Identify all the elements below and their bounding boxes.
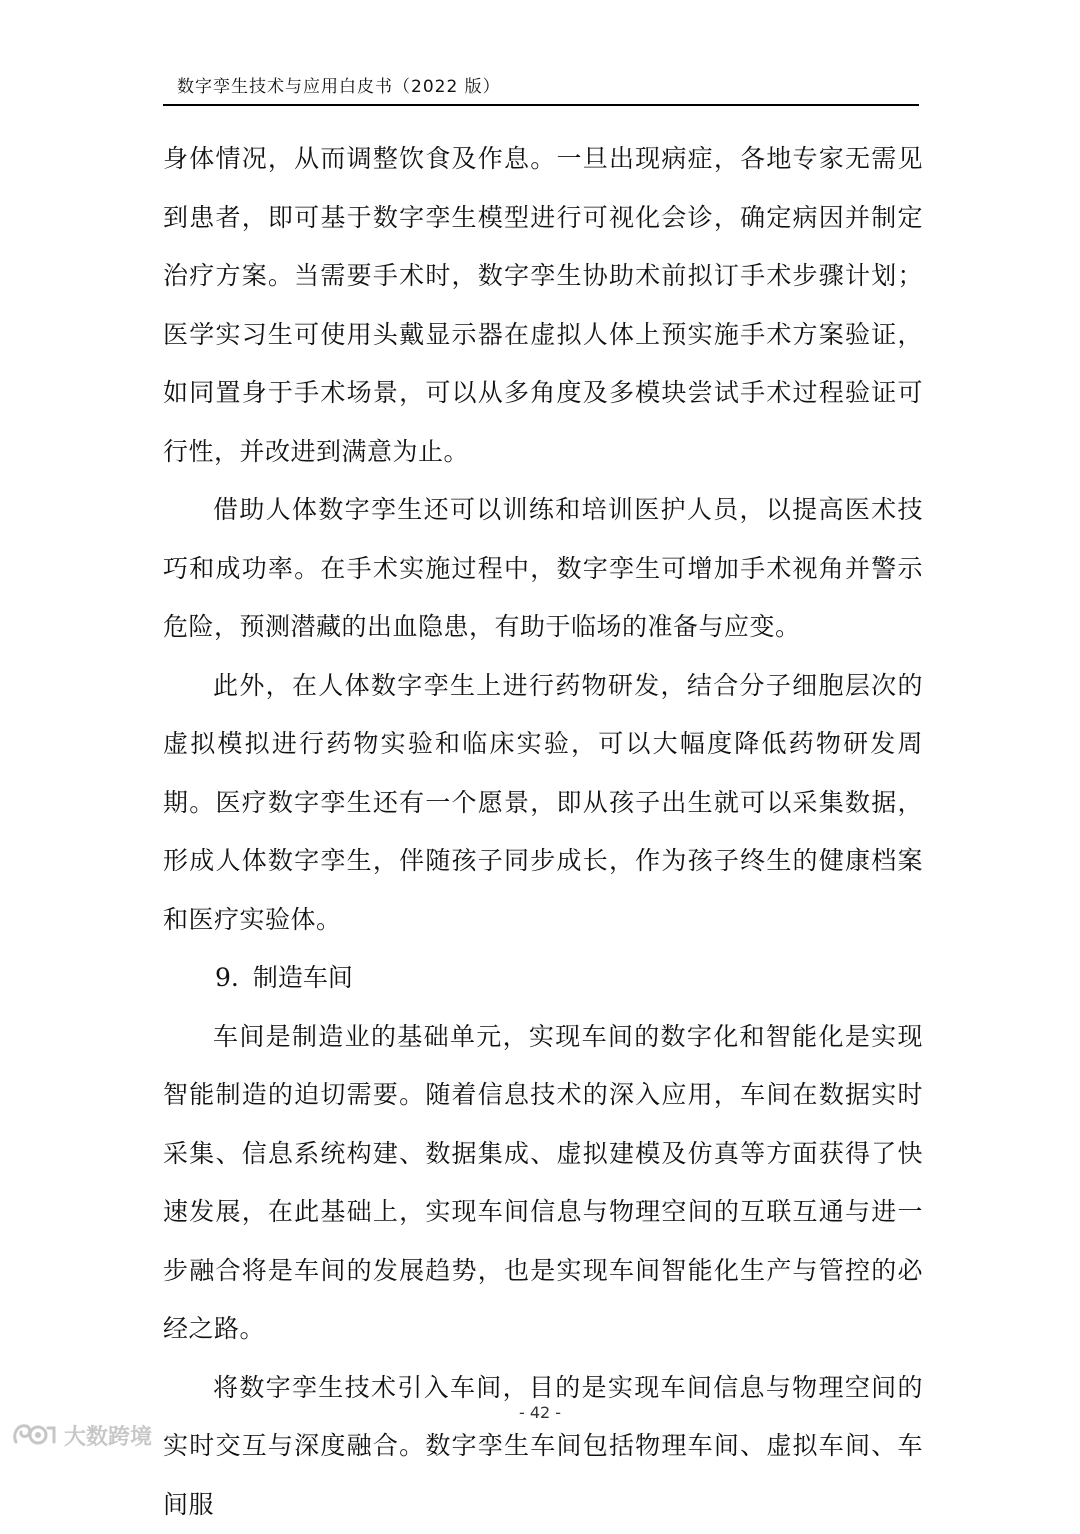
page-header (163, 76, 919, 106)
body-paragraph: 借助人体数字孪生还可以训练和培训医护人员，以提高医术技巧和成功率。在手术实施过程中，数字孪生可增加手术视角并警示危险，预测潜藏的出血隐患，有助于临场的准备与应变。 (163, 481, 923, 657)
section-number: 9. (215, 963, 239, 992)
document-body (163, 130, 923, 1534)
section-title: 制造车间 (253, 963, 353, 992)
page-number: - 42 - (0, 1403, 1080, 1422)
header-title: 数字孪生技术与应用白皮书（2022 版） (177, 76, 501, 98)
body-paragraph: 身体情况，从而调整饮食及作息。一旦出现病症，各地专家无需见到患者，即可基于数字孪生模型进行可视化会诊，确定病因并制定治疗方案。当需要手术时，数字孪生协助术前拟订手术步骤计划；医学实习生可使用头戴显示器在虚拟人体上预实施手术方案验证，如同置身于手术场景，可以从多角度及多模块尝试手术过程验证可行性，并改进到满意为止。 (163, 130, 923, 481)
body-paragraph: 将数字孪生技术引入车间，目的是实现车间信息与物理空间的实时交互与深度融合。数字孪生车间包括物理车间、虚拟车间、车间服 (163, 1359, 923, 1534)
brand-logo-icon (10, 1420, 58, 1450)
section-heading (163, 949, 923, 1008)
watermark (10, 1418, 152, 1452)
watermark-text: 大数跨境 (64, 1420, 152, 1451)
body-paragraph: 车间是制造业的基础单元，实现车间的数字化和智能化是实现智能制造的迫切需要。随着信息技术的深入应用，车间在数据实时采集、信息系统构建、数据集成、虚拟建模及仿真等方面获得了快速发展，在此基础上，实现车间信息与物理空间的互联互通与进一步融合将是车间的发展趋势，也是实现车间智能化生产与管控的必经之路。 (163, 1008, 923, 1359)
body-paragraph: 此外，在人体数字孪生上进行药物研发，结合分子细胞层次的虚拟模拟进行药物实验和临床实验，可以大幅度降低药物研发周期。医疗数字孪生还有一个愿景，即从孩子出生就可以采集数据，形成人体数字孪生，伴随孩子同步成长，作为孩子终生的健康档案和医疗实验体。 (163, 657, 923, 950)
